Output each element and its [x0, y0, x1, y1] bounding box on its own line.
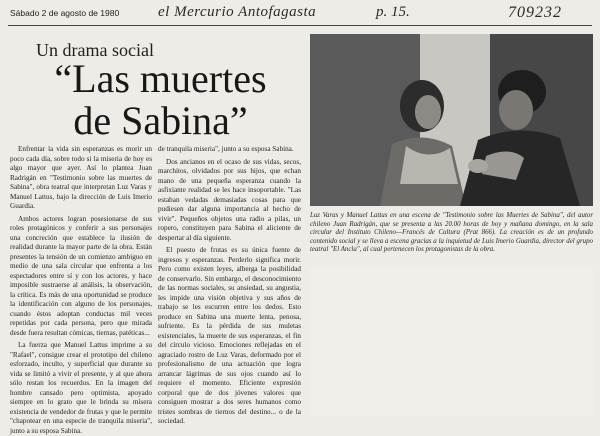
page-header: [8, 6, 592, 22]
body-column-1: [10, 145, 152, 435]
article-kicker: Un drama social: [36, 40, 154, 60]
body-column-2: [158, 145, 301, 425]
header-date: Sábado 2 de agosto de 1980: [10, 8, 120, 18]
paragraph: de tranquila miseria", junto a su esposa Sabina.: [158, 145, 294, 153]
paragraph: La fuerza que Manuel Lattus imprime a su "Rafael", consigue crear el prototipo del chileno esforzado, inculto, y superficial que durante su vida se limitó a vivir el presente, y al que ahora sólo restan los recuerdos. En la imagen del hombre cansado pero optimista, apoyado siempre en lo grato que le brinda su mísera existencia de vendedor de frutas y que le permite "chapotear en una especie de tranquila miseria", junto a su esposa Sabina.: [10, 341, 152, 435]
headline-line-2: de Sabina”: [73, 98, 248, 143]
header-rule: [8, 25, 592, 26]
paragraph: Ambos actores logran posesionarse de sus roles protagónicos y conferir a sus personajes una concreción que establece la ilusión de realidad durante la mayor parte de la obra. Están presentes la tensión de un comienzo ambiguo en medio de una sala circular que enfrenta a los espectadores entre sí y con los actores, y hace imposible sustraerse al análisis, la observación, la crítica. Es más de una oportunidad se produce la identificación con alguno de los personajes, cuando éstos adoptan conductas mil veces repetidas por cada persona, pero que mirada desde fuera resultan cómicas, tiernas, patéticas...: [10, 214, 152, 337]
header-page-handwritten: p. 15.: [376, 4, 410, 20]
paragraph: Enfrentar la vida sin esperanzas es morir un poco cada día, sobre todo si la miseria de hoy es algo mayor que ayer. Así lo plantea Juan Radrigán en "Testimonio sobre las muertes de Sabina", obra teatral que interpretan Luz Varas y Manuel Lattus, bajo la dirección de Luis Imerio Guardia.: [10, 145, 152, 210]
scene-photo: [310, 34, 593, 206]
paragraph: Dos ancianos en el ocaso de sus vidas, secos, marchitos, olvidados por sus hijos, que echan mano de una pequeña esperanza cuando la asfixiante realidad se les hace insoportable. "Las estaban vedadas demasiadas cosas para que pudiesen dar alguna importancia al hecho de vivir". Pequeños objetos una radio a pilas, un ropero, constituyen para Sabina el aliciente de despertar al día siguiente.: [158, 157, 301, 242]
blank-area: [310, 268, 593, 416]
header-newspaper-handwritten: el Mercurio Antofagasta: [158, 4, 317, 20]
headline-line-1: “Las muertes: [54, 56, 267, 101]
paragraph: El puesto de frutas es su única fuente de ingresos y esperanzas. Perderlo significa morir. Pero como existen leyes, alberga la posibilidad de conservarlo. Sin embargo, el desconocimiento de las normas sociales, su ansiedad, su angustia, les impide una visión objetiva y sus años de trabajo se les escurren entre los dedos. Esto produce en Sabina una muerte lenta, penosa, sufriente. Es la pérdida de sus muletas existenciales, la muerte de sus esperanzas, el fin del círculo vicioso. Emociones reflejadas en el agraciado rostro de Luz Varas, deformado por el profesionalismo de una actuación que logra arrancar lágrimas de sus ojos cuando así lo requiere el momento. Eficiente expresión corporal que de dos jóvenes valores que consiguen mostrar a dos seres humanos como tristes sombras de tiernos del destino... o de la sociedad.: [158, 246, 301, 425]
photo-caption: Luz Varas y Manuel Lattus en una escena de "Testimonio sobre las Muertes de Sabina", del autor chileno Juan Radrigán, que se presenta a las 20.00 horas de hoy y mañana domingo, en la sala circular del Instituto Chileno—Francés de Cultura (Prat 866). La creación es de un profundo contenido social y se lleva a escena gracias a la inquietud de Luis Imerio Guardia, director del grupo teatral "El Ancla", al cual pertenecen los protagonistas de la obra.: [310, 212, 593, 254]
header-catalog-number: 709232: [508, 4, 562, 21]
article-headline: [18, 58, 303, 142]
photo-illustration: [310, 34, 593, 206]
